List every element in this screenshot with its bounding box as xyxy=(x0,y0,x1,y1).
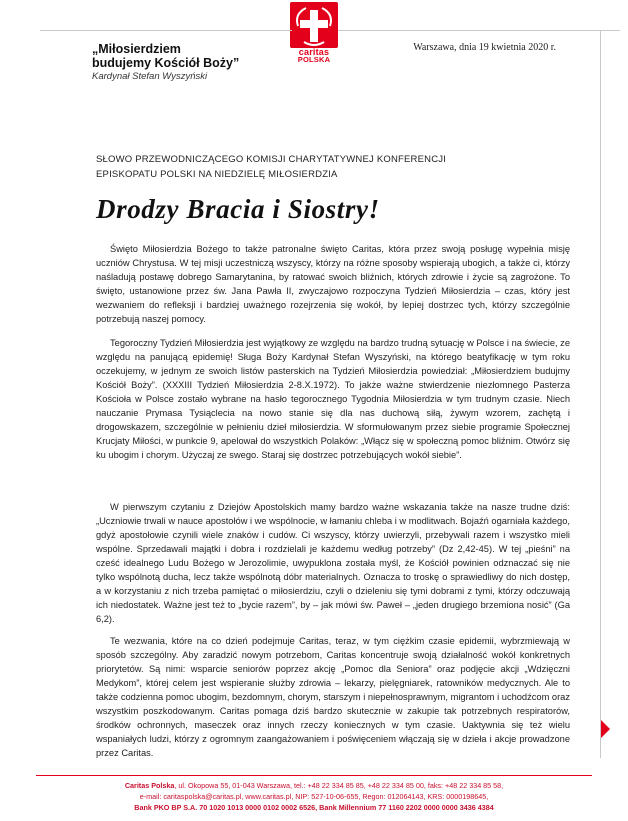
paragraph: W pierwszym czytaniu z Dziejów Apostolskich mamy bardzo ważne wskazania także na nasze trudne dziś: „Uczniowie trwali w nauce apostołów i we wspólnocie, w łamaniu chleba i w modlitwach. Bojaźń ogarniała każdego, gdyż apostołowie czynili wiele znaków i cudów. Ci wszyscy, którzy uwierzyli, przebywali razem i wszystko mieli wspólne. Sprzedawali majątki i dobra i rozdzielali je każdemu według potrzeby” (Dz 2,42-45). W tej „pieśni” na cześć idealnego Ludu Bożego w Jerozolimie, uwypuklona została myśl, że Kościół powinien odznaczać się nie tylko wspólnotą ducha, lecz także wspólnotą dóbr materialnych. Oznacza to troskę o sprawiedliwy do nich dostęp, a w korzystaniu z nich trzeba pamiętać o miłosierdziu, czyli o dzieleniu się tymi dobrami z tymi, którzy odczuwają ich niedostatek. Ważne jest też to „bycie razem”, by – jak mówi św. Paweł – „jeden drugiego brzemiona nosić” (Ga 6,2). xyxy=(96,502,570,624)
logo-line1: caritas xyxy=(298,47,330,57)
red-arrow-icon xyxy=(601,720,610,738)
motto-line2: budujemy Kościół Boży” xyxy=(92,56,240,70)
document-heading xyxy=(96,152,516,182)
footer-line3: Bank PKO BP S.A. 70 1020 1013 0000 0102 0002 6526, Bank Millennium 77 1160 2202 0000 0000 3436 4384 xyxy=(134,803,494,812)
document-date: Warszawa, dnia 19 kwietnia 2020 r. xyxy=(413,42,556,53)
logo-line2: POLSKA xyxy=(297,55,331,64)
right-frame-line xyxy=(600,30,601,758)
motto-line1: „Miłosierdziem xyxy=(92,42,181,56)
paragraph: Święto Miłosierdzia Bożego to także patronalne święto Caritas, która przez swoją posługę wypełnia misję uczniów Chrystusa. W tej misji uczestniczą wszyscy, którzy na różne sposoby wspierają ubogich, a także ci, którzy naśladują postawę dobrego Samarytanina, by ratować swoich bliźnich, których zdrowie i życie są zagrożone. To święto, ustanowione przez św. Jana Pawła II, zwyczajowo rozpoczyna Tydzień Miłosierdzia – czas, który jest wezwaniem do refleksji i bardziej uważnego rozejrzenia się wokół, by lepiej dostrzec tych, którzy szczególnie potrzebują naszej pomocy. xyxy=(96,244,570,324)
footer-org-name: Caritas Polska xyxy=(124,781,175,790)
paragraph: Te wezwania, które na co dzień podejmuje Caritas, teraz, w tym ciężkim czasie epidemii, wybrzmiewają w sposób szczególny. Aby zaradzić nowym potrzebom, Caritas koncentruje swoją działalność wokół konkretnych priorytetów. Są nimi: wsparcie seniorów poprzez akcję „Pomoc dla Seniora” oraz podjęcie akcji „Wdzięczni Medykom”, której celem jest wspieranie służby zdrowia – lekarzy, pielęgniarek, ratowników medycznych. Ale to także codzienna pomoc ubogim, bezdomnym, chorym, starszym i niepełnosprawnym, migrantom i uchodźcom oraz wszystkim poszkodowanym. Caritas pomaga dziś bardzo skutecznie w zakupie tak potrzebnych respiratorów, środków ochronnych, maseczek oraz innych rzeczy koniecznych w tym czasie. Uaktywnia się też wielu wspaniałych ludzi, którzy z ogromnym zaangażowaniem i poświęceniem włączają się w dzieła i akcje prowadzone przez Caritas. xyxy=(96,636,570,758)
heading-line2: EPISKOPATU POLSKI NA NIEDZIELĘ MIŁOSIERDZIA xyxy=(96,169,338,180)
footer-address: , ul. Okopowa 55, 01-043 Warszawa, tel.: +48 22 334 85 85, +48 22 334 85 00, faks: +48 22 334 85 58, xyxy=(174,781,504,790)
footer xyxy=(30,780,598,813)
motto-author: Kardynał Stefan Wyszyński xyxy=(92,71,208,82)
footer-line1 xyxy=(30,780,598,791)
top-divider-left xyxy=(40,30,292,31)
paragraph: Tegoroczny Tydzień Miłosierdzia jest wyjątkowy ze względu na bardzo trudną sytuację w Polsce i na świecie, ze względu na panującą epidemię! Sługa Boży Kardynał Stefan Wyszyński, na którego beatyfikację w tym roku oczekujemy, w jednym ze swoich listów pasterskich na Tydzień Miłosierdzia powiedział: „Miłosierdziem budujmy Kościół Boży”. (XXXIII Tydzień Miłosierdzia 2-8.X.1972). To jakże ważne stwierdzenie niezłomnego Pasterza Kościoła w Polsce zostało wybrane na hasło tegorocznego Tygodnia Miłosierdzia w tym trudnym czasie. Niech nauczanie Prymasa Tysiąclecia na nowo stanie się dla nas duchową siłą, żywym wzorem, zachętą i drogowskazem, szczególnie w pełnieniu dzieł miłosierdzia. W sformułowanym przez siebie programie Społecznej Krucjaty Miłości, w punkcie 9, apelował do wszystkich Polaków: „Włącz się w społeczną pomoc bliźnim. Otwórz się ku ubogim i chorym. Użyczaj ze swego. Staraj się dostrzec potrzebujących wokół siebie”. xyxy=(96,338,570,460)
top-divider-right xyxy=(338,30,620,31)
heading-line1: SŁOWO PRZEWODNICZĄCEGO KOMISJI CHARYTATYWNEJ KONFERENCJI xyxy=(96,154,447,165)
motto xyxy=(92,42,312,70)
footer-line2: e-mail: caritaspolska@caritas.pl, www.caritas.pl, NIP: 527-10-06-655, Regon: 012064143, KRS: 0000198645, xyxy=(139,792,489,801)
footer-divider xyxy=(36,775,592,776)
greeting: Drodzy Bracia i Siostry! xyxy=(96,194,380,224)
